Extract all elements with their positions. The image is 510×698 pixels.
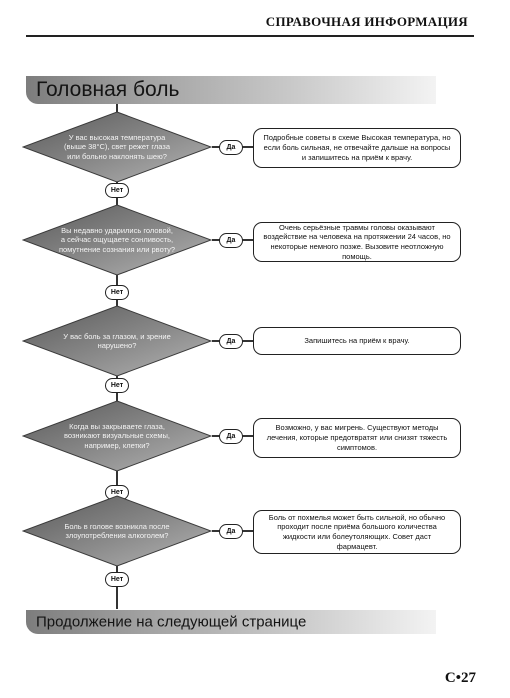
advice-box: Запишитесь на приём к врачу. bbox=[253, 327, 461, 355]
question-text: У вас боль за глазом, и зрение нарушено? bbox=[63, 331, 171, 350]
no-label: Нет bbox=[105, 183, 129, 198]
continuation-text: Продолжение на следующей странице bbox=[36, 613, 307, 631]
no-label: Нет bbox=[105, 285, 129, 300]
page-title: Головная боль bbox=[36, 78, 180, 101]
advice-box: Возможно, у вас мигрень. Существуют методы лечения, которые предотвратят или снизят тяжесть симптомов. bbox=[253, 418, 461, 458]
no-label: Нет bbox=[105, 572, 129, 587]
section-title: СПРАВОЧНАЯ ИНФОРМАЦИЯ bbox=[265, 14, 468, 29]
question-text: Вы недавно ударились головой, а сейчас ощущаете сонливость, помутнение сознания или рвоту? bbox=[58, 225, 176, 254]
question-diamond bbox=[22, 111, 212, 183]
header-rule bbox=[26, 35, 474, 37]
question-text: Боль в голове возникла после злоупотребления алкоголем? bbox=[64, 521, 170, 540]
advice-box: Боль от похмелья может быть сильной, но обычно проходит после приёма большого количества жидкости или болеутоляющих. Совет даст фармацевт. bbox=[253, 510, 461, 554]
no-label: Нет bbox=[105, 485, 129, 500]
yes-label: Да bbox=[219, 429, 243, 444]
title-band bbox=[26, 76, 436, 104]
question-diamond bbox=[22, 495, 212, 567]
yes-label: Да bbox=[219, 524, 243, 539]
yes-label: Да bbox=[219, 233, 243, 248]
page-number: С•27 bbox=[444, 670, 476, 686]
continuation-band bbox=[26, 610, 436, 634]
question-diamond bbox=[22, 204, 212, 276]
yes-label: Да bbox=[219, 140, 243, 155]
question-diamond bbox=[22, 305, 212, 377]
advice-box: Очень серьёзные травмы головы оказывают воздействие на человека на протяжении 24 часов, но некоторые немного позже. Вызовите неотложную помощь. bbox=[253, 222, 461, 262]
advice-box: Подробные советы в схеме Высокая температура, но если боль сильная, не отвечайте дальше на вопросы и запишитесь на приём к врачу. bbox=[253, 128, 461, 168]
yes-label: Да bbox=[219, 334, 243, 349]
question-text: У вас высокая температура (выше 38°С), свет режет глаза или больно наклонять шею? bbox=[63, 132, 171, 161]
no-label: Нет bbox=[105, 378, 129, 393]
question-text: Когда вы закрываете глаза, возникают визуальные схемы, например, клетки? bbox=[63, 421, 170, 450]
question-diamond bbox=[22, 400, 212, 472]
